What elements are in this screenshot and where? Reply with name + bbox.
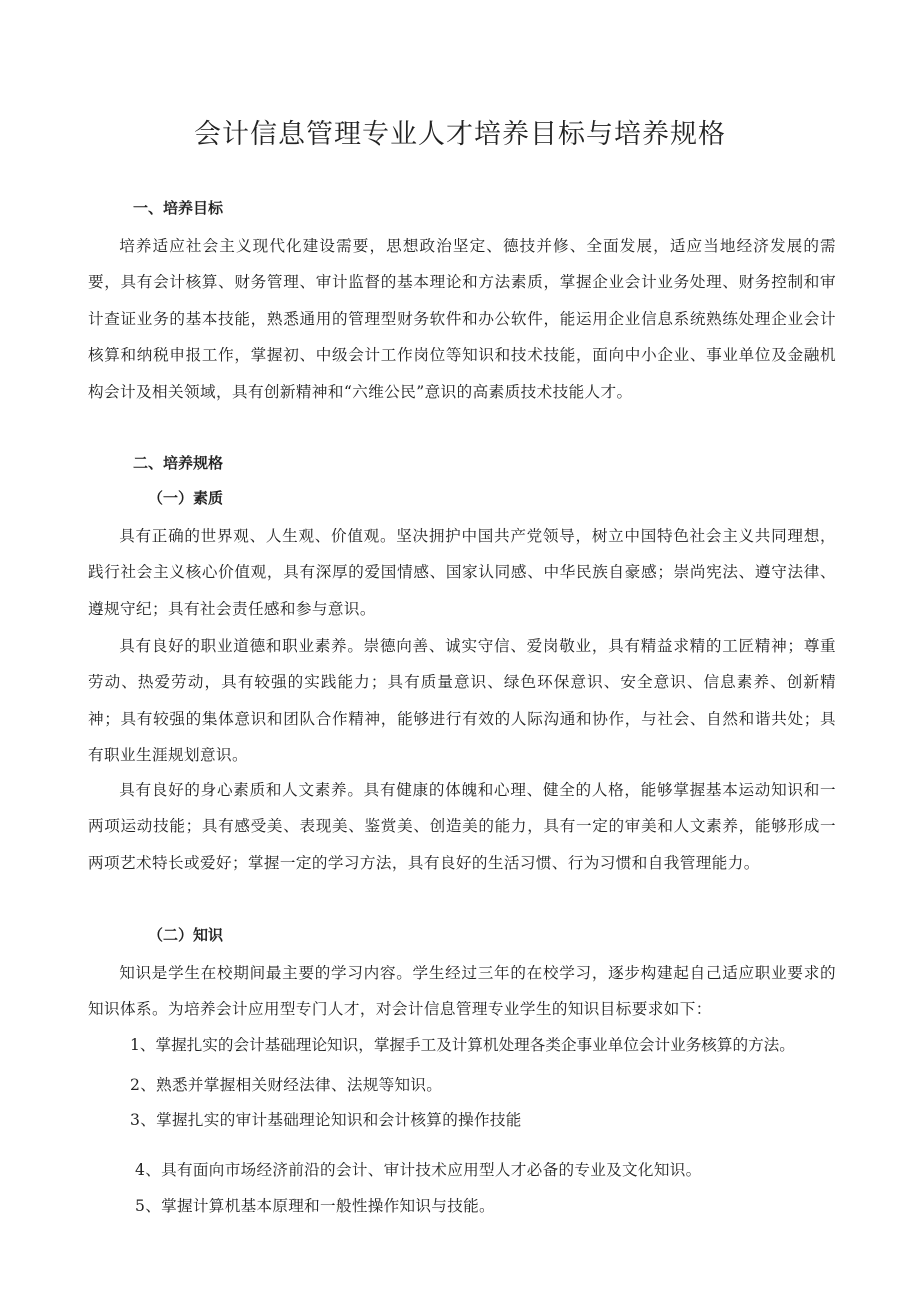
knowledge-item-1: 1、掌握扎实的会计基础理论知识，掌握手工及计算机处理各类企事业单位会计业务核算的方法。	[130, 1036, 795, 1054]
quality-paragraph-3: 具有良好的身心素质和人文素养。具有健康的体魄和心理、健全的人格，能够掌握基本运动知识和一两项运动技能；具有感受美、表现美、鉴赏美、创造美的能力，具有一定的审美和人文素养，能够形成一两项艺术特长或爱好；掌握一定的学习方法，具有良好的生活习惯、行为习惯和自我管理能力。	[88, 781, 836, 872]
section-heading-training-goal: 一、培养目标	[133, 199, 224, 217]
subheading-quality: （一）素质	[148, 489, 224, 507]
training-goal-paragraph: 培养适应社会主义现代化建设需要，思想政治坚定、德技并修、全面发展，适应当地经济发展的需要，具有会计核算、财务管理、审计监督的基本理论和方法素质，掌握企业会计业务处理、财务控制和审计查证业务的基本技能，熟悉通用的管理型财务软件和办公软件，能运用企业信息系统熟练处理企业会计核算和纳税申报工作，掌握初、中级会计工作岗位等知识和技术技能，面向中小企业、事业单位及金融机构会计及相关领域，具有创新精神和“六维公民”意识的高素质技术技能人才。	[88, 237, 836, 401]
knowledge-item-2: 2、熟悉并掌握相关财经法律、法规等知识。	[130, 1076, 443, 1094]
subheading-knowledge: （二）知识	[148, 926, 224, 944]
quality-paragraph-2: 具有良好的职业道德和职业素养。崇德向善、诚实守信、爱岗敬业，具有精益求精的工匠精神；尊重劳动、热爱劳动，具有较强的实践能力；具有质量意识、绿色环保意识、安全意识、信息素养、创新精神；具有较强的集体意识和团队合作精神，能够进行有效的人际沟通和协作，与社会、自然和谐共处；具有职业生涯规划意识。	[88, 637, 836, 765]
knowledge-item-5: 5、掌握计算机基本原理和一般性操作知识与技能。	[135, 1197, 495, 1215]
quality-paragraph-1: 具有正确的世界观、人生观、价值观。坚决拥护中国共产党领导，树立中国特色社会主义共同理想，践行社会主义核心价值观，具有深厚的爱国情感、国家认同感、中华民族自豪感；崇尚宪法、遵守法律、遵规守纪；具有社会责任感和参与意识。	[88, 527, 836, 618]
document-title: 会计信息管理专业人才培养目标与培养规格	[194, 119, 726, 150]
section-heading-training-spec: 二、培养规格	[133, 454, 224, 472]
knowledge-item-3: 3、掌握扎实的审计基础理论知识和会计核算的操作技能	[130, 1111, 522, 1129]
knowledge-paragraph: 知识是学生在校期间最主要的学习内容。学生经过三年的在校学习，逐步构建起自己适应职业要求的知识体系。为培养会计应用型专门人才，对会计信息管理专业学生的知识目标要求如下：	[88, 964, 836, 1019]
knowledge-item-4: 4、具有面向市场经济前沿的会计、审计技术应用型人才必备的专业及文化知识。	[135, 1161, 702, 1179]
